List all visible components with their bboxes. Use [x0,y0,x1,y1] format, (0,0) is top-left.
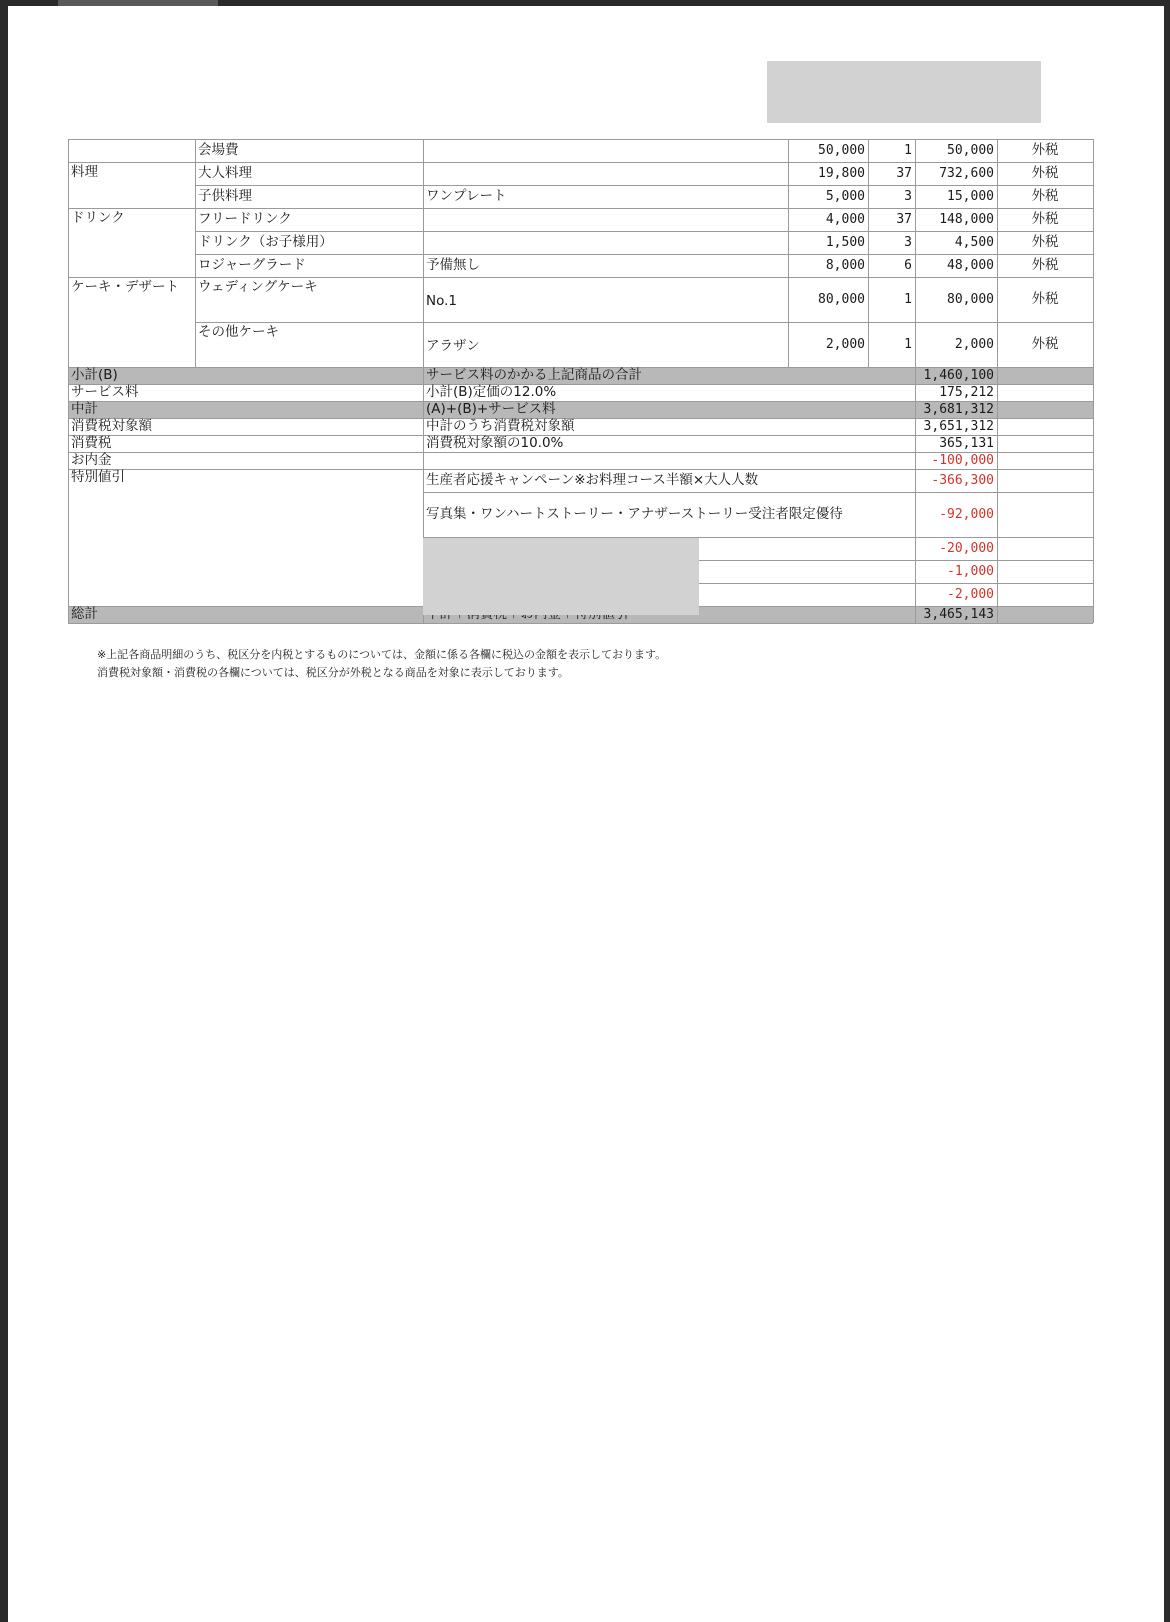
item-amount: 50,000 [947,143,994,158]
item-quantity: 3 [904,235,912,250]
item-tax-type: 外税 [1031,335,1059,352]
footnote-1: ※上記各商品明細のうち、税区分を内税とするものについては、金額に係る各欄に税込の金額を表示しております。 [97,648,667,661]
summary-amount: 175,212 [939,385,994,400]
item-amount: 4,500 [954,235,994,250]
discount-amount: -20,000 [939,541,994,556]
item-quantity: 37 [896,212,912,227]
summary-label: 消費税 [71,435,112,451]
summary-label: サービス料 [71,384,139,400]
item-name: ウェディングケーキ [198,279,318,295]
item-category: ケーキ・デザート [71,279,179,295]
summary-description: (A)+(B)+サービス料 [426,401,556,417]
item-name: 大人料理 [198,164,252,181]
summary-amount: 1,460,100 [923,368,994,383]
item-tax-type: 外税 [1031,141,1059,158]
item-name: フリードリンク [198,210,292,227]
item-tax-type: 外税 [1031,164,1059,181]
item-unit-price: 2,000 [825,337,865,352]
item-tax-type: 外税 [1031,233,1059,250]
item-description: ワンプレート [426,187,507,204]
summary-label: 小計(B) [71,367,118,383]
discount-amount: -1,000 [947,564,994,579]
item-unit-price: 19,800 [818,166,865,181]
summary-amount: 3,681,312 [923,402,994,417]
item-quantity: 1 [904,337,912,352]
item-unit-price: 50,000 [818,143,865,158]
redacted-header-block [767,61,1041,123]
summary-description: 中計のうち消費税対象額 [426,418,575,434]
window-tab-hint [58,0,218,6]
item-quantity: 37 [896,166,912,181]
summary-amount: 365,131 [939,436,994,451]
item-unit-price: 80,000 [818,292,865,307]
item-unit-price: 1,500 [825,235,865,250]
item-description [423,208,788,231]
item-amount: 2,000 [954,337,994,352]
item-quantity: 1 [904,143,912,158]
item-name: 子供料理 [198,187,252,204]
grid-vline [997,367,998,623]
item-amount: 48,000 [947,258,994,273]
summary-description: 消費税対象額の10.0% [426,435,564,451]
grid-vline [1093,139,1094,367]
item-amount: 15,000 [947,189,994,204]
item-quantity: 6 [904,258,912,273]
item-name: ロジャーグラード [198,256,306,273]
footnote-2: 消費税対象額・消費税の各欄については、税区分が外税となる商品を対象に表示しております。 [97,666,569,679]
summary-label: お内金 [71,452,112,468]
item-description: No.1 [426,292,458,309]
item-description [423,231,788,254]
item-unit-price: 5,000 [825,189,865,204]
redacted-discount-block [423,538,699,615]
total-label: 総計 [71,606,98,622]
item-tax-type: 外税 [1031,187,1059,204]
total-amount: 3,465,143 [923,607,994,622]
discount-amount: -2,000 [947,587,994,602]
item-quantity: 1 [904,292,912,307]
item-name: 会場費 [198,141,239,158]
item-unit-price: 4,000 [825,212,865,227]
item-tax-type: 外税 [1031,290,1059,307]
item-name: その他ケーキ [198,324,279,340]
summary-label: 消費税対象額 [71,418,152,434]
grid-vline [1093,367,1094,623]
item-description: 予備無し [426,256,480,273]
item-category: 料理 [71,164,98,180]
discount-amount: -92,000 [939,507,994,522]
summary-description [423,452,915,469]
item-description [423,162,788,185]
window-frame-right [1164,0,1170,1622]
item-amount: 148,000 [939,212,994,227]
item-tax-type: 外税 [1031,256,1059,273]
item-quantity: 3 [904,189,912,204]
discount-description: 生産者応援キャンペーン※お料理コース半額×大人人数 [426,471,759,488]
window-frame-left [0,0,8,1622]
summary-description: サービス料のかかる上記商品の合計 [426,367,642,383]
item-description: アラザン [426,337,480,354]
summary-amount: -100,000 [931,453,994,468]
summary-description: 小計(B)定価の12.0% [426,384,557,400]
item-unit-price: 8,000 [825,258,865,273]
item-amount: 80,000 [947,292,994,307]
discount-description: 写真集・ワンハートストーリー・アナザーストーリー受注者限定優待 [426,505,843,522]
item-tax-type: 外税 [1031,210,1059,227]
item-amount: 732,600 [939,166,994,181]
item-description [423,139,788,162]
item-category: ドリンク [71,210,125,226]
item-name: ドリンク（お子様用） [198,233,333,250]
discount-label: 特別値引 [71,469,125,485]
summary-label: 中計 [71,401,98,417]
summary-amount: 3,651,312 [923,419,994,434]
discount-amount: -366,300 [931,473,994,488]
grid-hline [68,623,1093,624]
